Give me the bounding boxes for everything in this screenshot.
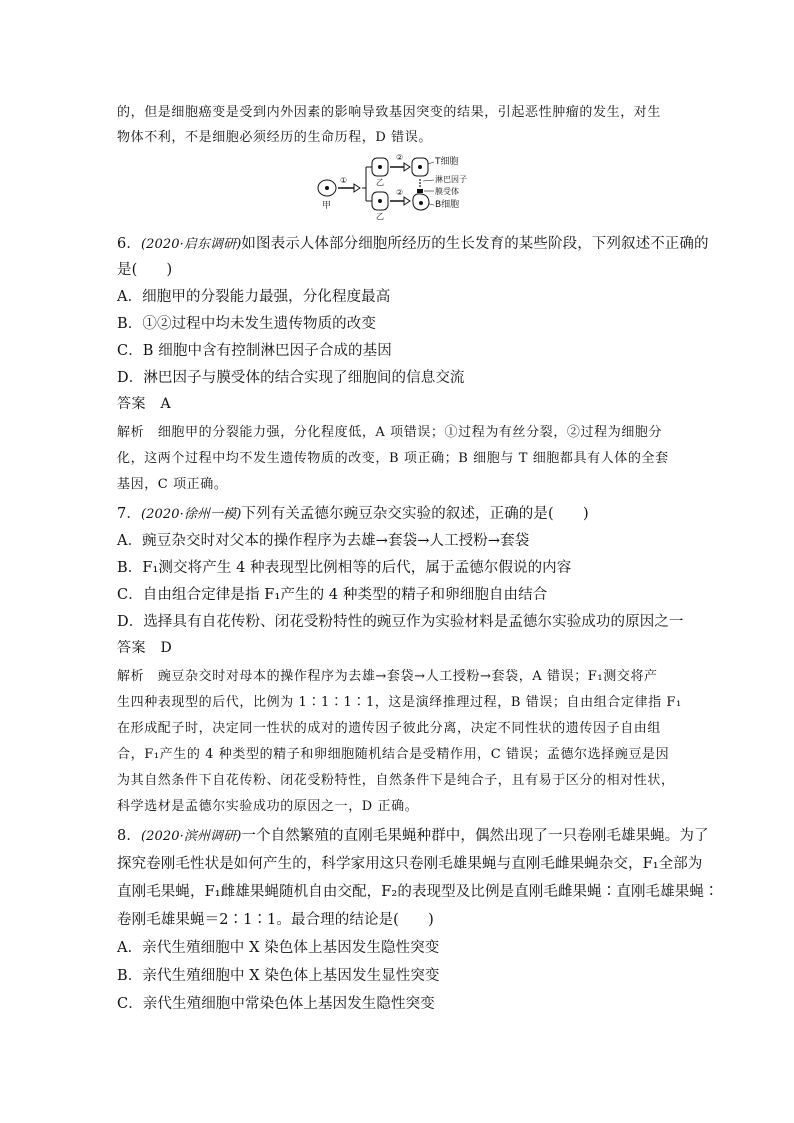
q7-explanation-line-1: 解析 豌豆杂交时对母本的操作程序为去雄→套袋→人工授粉→套袋，A 错误；F₁测交将产 [117,669,658,684]
q8-stem-text-1: 一个自然繁殖的直刚毛果蝇种群中，偶然出现了一只卷刚毛雄果蝇。为了 [241,828,709,844]
q6-answer [117,393,171,413]
q7-answer-value: D [160,640,173,656]
q6-option-b: B．①②过程中均未发生遗传物质的改变 [117,316,376,332]
q8-stem-line-4: 卷刚毛雄果蝇＝2∶1∶1。最合理的结论是( ) [117,912,434,928]
q7-explanation-line-6: 科学选材是孟德尔实验成功的原因之一，D 正确。 [117,799,419,814]
q7-explanation-line-2: 生四种表现型的后代，比例为 1∶1∶1∶1，这是演绎推理过程，B 错误；自由组合定律指 F₁ [117,695,682,710]
q7-source: (2020·徐州一模) [140,507,242,522]
q8-option-a: A．亲代生殖细胞中 X 染色体上基因发生隐性突变 [117,940,440,956]
q7-explanation-line-5: 为其自然条件下自花传粉、闭花受粉特性，自然条件下是纯合子，且有易于区分的相对性状， [117,773,675,788]
q7-answer [117,637,172,657]
q8-source: (2020·滨州调研) [140,829,242,844]
q6-option-c: C．B 细胞中含有控制淋巴因子合成的基因 [117,343,392,359]
prev-explanation-line-2: 物体不利，不是细胞必须经历的生命历程，D 错误。 [117,130,432,145]
step-2-bottom-label: ② [396,188,404,197]
q7-number: 7． [117,506,141,522]
q7-stem-text-1: 下列有关孟德尔豌豆杂交实验的叙述，正确的是( ) [241,506,589,522]
q8-option-c: C．亲代生殖细胞中常染色体上基因发生隐性突变 [117,996,435,1012]
q6-stem-text-1: 如图表示人体部分细胞所经历的生长发育的某些阶段，下列叙述不正确的 [241,236,709,252]
receptor-label: 膜受体 [435,187,459,196]
q7-explanation-line-4: 合，F₁产生的 4 种类型的精子和卵细胞随机结合是受精作用，C 错误；孟德尔选择豌豆是因 [117,747,670,762]
q7-option-d: D．选择具有自花传粉、闭花受粉特性的豌豆作为实验材料是孟德尔实验成功的原因之一 [117,614,684,630]
cell-yi-bottom-label: 乙 [376,212,384,220]
q6-source: (2020·启东调研) [140,237,242,252]
q6-stem-line-1 [117,232,709,253]
q7-option-a: A．豌豆杂交时对父本的操作程序为去雄→套袋→人工授粉→套袋 [117,533,530,549]
t-cell-label: T细胞 [435,157,459,167]
cell-yi-top-label: 乙 [376,178,384,187]
q6-option-d: D．淋巴因子与膜受体的结合实现了细胞间的信息交流 [117,370,465,386]
cell-jia-label: 甲 [322,201,332,211]
q6-explanation-line-2: 化，这两个过程中均不发生遗传物质的改变，B 项正确；B 细胞与 T 细胞都具有人体的全套 [117,451,669,466]
q8-number: 8． [117,828,141,844]
q7-explanation-label: 解析 [117,669,145,684]
q7-answer-label: 答案 [117,640,146,656]
q8-stem-line-1 [117,824,709,845]
lymphokine-label: 淋巴因子 [435,175,467,184]
step-2-top-label: ② [396,153,404,162]
q6-explanation-label: 解析 [117,425,145,440]
b-cell-label: B细胞 [435,200,460,210]
prev-explanation-line-1: 的，但是细胞癌变是受到内外因素的影响导致基因突变的结果，引起恶性肿瘤的发生，对生 [117,105,662,120]
q6-answer-label: 答案 [117,396,146,412]
q8-stem-line-3: 直刚毛果蝇，F₁雌雄果蝇随机自由交配，F₂的表现型及比例是直刚毛雌果蝇∶直刚毛雄果蝇∶ [117,884,719,900]
q8-option-b: B．亲代生殖细胞中 X 染色体上基因发生显性突变 [117,968,440,984]
q6-explanation-line-3: 基因，C 项正确。 [117,477,228,492]
cell-development-figure [310,150,495,220]
q6-answer-value: A [160,396,172,412]
q7-option-c: C．自由组合定律是指 F₁产生的 4 种类型的精子和卵细胞自由结合 [117,587,548,603]
q6-option-a: A．细胞甲的分裂能力最强，分化程度最高 [117,289,391,305]
q8-stem-line-2: 探究卷刚毛性状是如何产生的，科学家用这只卷刚毛雄果蝇与直刚毛雌果蝇杂交，F₁全部为 [117,856,703,872]
q6-explanation-line-1: 解析 细胞甲的分裂能力强，分化程度低，A 项错误；①过程为有丝分裂，②过程为细胞分 [117,425,663,440]
q7-stem-line-1 [117,502,589,523]
step-1-label: ① [340,176,348,185]
q6-number: 6． [117,236,141,252]
q7-explanation-line-3: 在形成配子时，决定同一性状的成对的遗传因子彼此分离，决定不同性状的遗传因子自由组 [117,721,662,736]
q6-stem-line-2: 是( ) [117,262,173,278]
q7-option-b: B．F₁测交将产生 4 种表现型比例相等的后代，属于孟德尔假说的内容 [117,560,572,576]
